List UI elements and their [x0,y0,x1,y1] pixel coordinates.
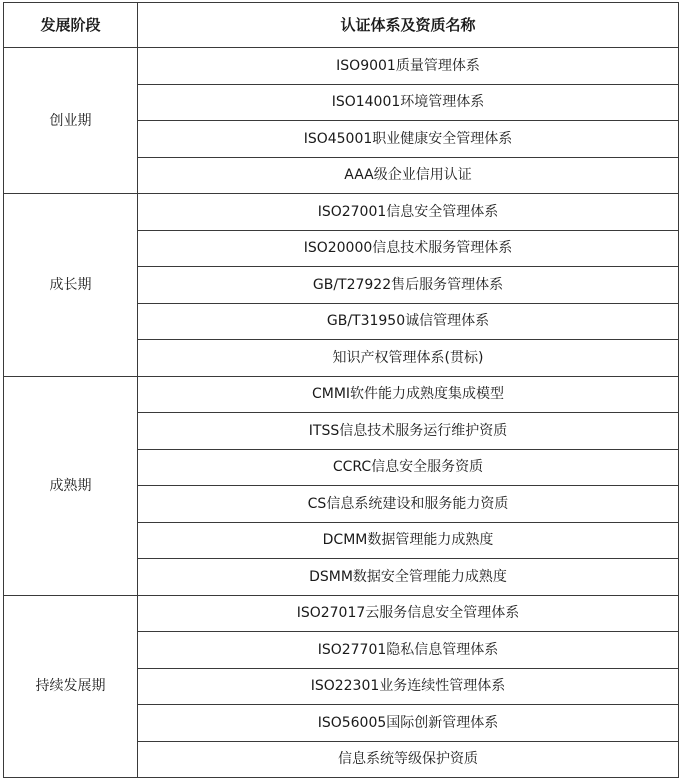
certification-cell: ISO27017云服务信息安全管理体系 [138,595,679,632]
certification-cell: ISO27001信息安全管理体系 [138,194,679,231]
table-body [4,48,679,778]
certification-cell: AAA级企业信用认证 [138,157,679,194]
header-certifications: 认证体系及资质名称 [138,3,679,48]
certification-cell: CS信息系统建设和服务能力资质 [138,486,679,523]
certification-cell: 知识产权管理体系(贯标) [138,340,679,377]
certification-cell: GB/T31950诚信管理体系 [138,303,679,340]
certification-cell: ISO22301业务连续性管理体系 [138,668,679,705]
header-stage: 发展阶段 [4,3,138,48]
certification-cell: 信息系统等级保护资质 [138,741,679,778]
certification-table [3,2,679,778]
stage-cell: 成长期 [4,194,138,377]
stage-cell: 创业期 [4,48,138,194]
table-row [4,376,679,413]
certification-cell: ISO9001质量管理体系 [138,48,679,85]
stage-cell: 成熟期 [4,376,138,595]
header-row [4,3,679,48]
certification-cell: ITSS信息技术服务运行维护资质 [138,413,679,450]
certification-cell: DCMM数据管理能力成熟度 [138,522,679,559]
certification-cell: ISO20000信息技术服务管理体系 [138,230,679,267]
table-header [4,3,679,48]
table-row [4,595,679,632]
table-row [4,48,679,85]
stage-cell: 持续发展期 [4,595,138,778]
certification-cell: CMMI软件能力成熟度集成模型 [138,376,679,413]
certification-cell: GB/T27922售后服务管理体系 [138,267,679,304]
certification-cell: CCRC信息安全服务资质 [138,449,679,486]
table-row [4,194,679,231]
certification-cell: DSMM数据安全管理能力成熟度 [138,559,679,596]
certification-cell: ISO56005国际创新管理体系 [138,705,679,742]
certification-cell: ISO14001环境管理体系 [138,84,679,121]
certification-cell: ISO27701隐私信息管理体系 [138,632,679,669]
certification-cell: ISO45001职业健康安全管理体系 [138,121,679,158]
